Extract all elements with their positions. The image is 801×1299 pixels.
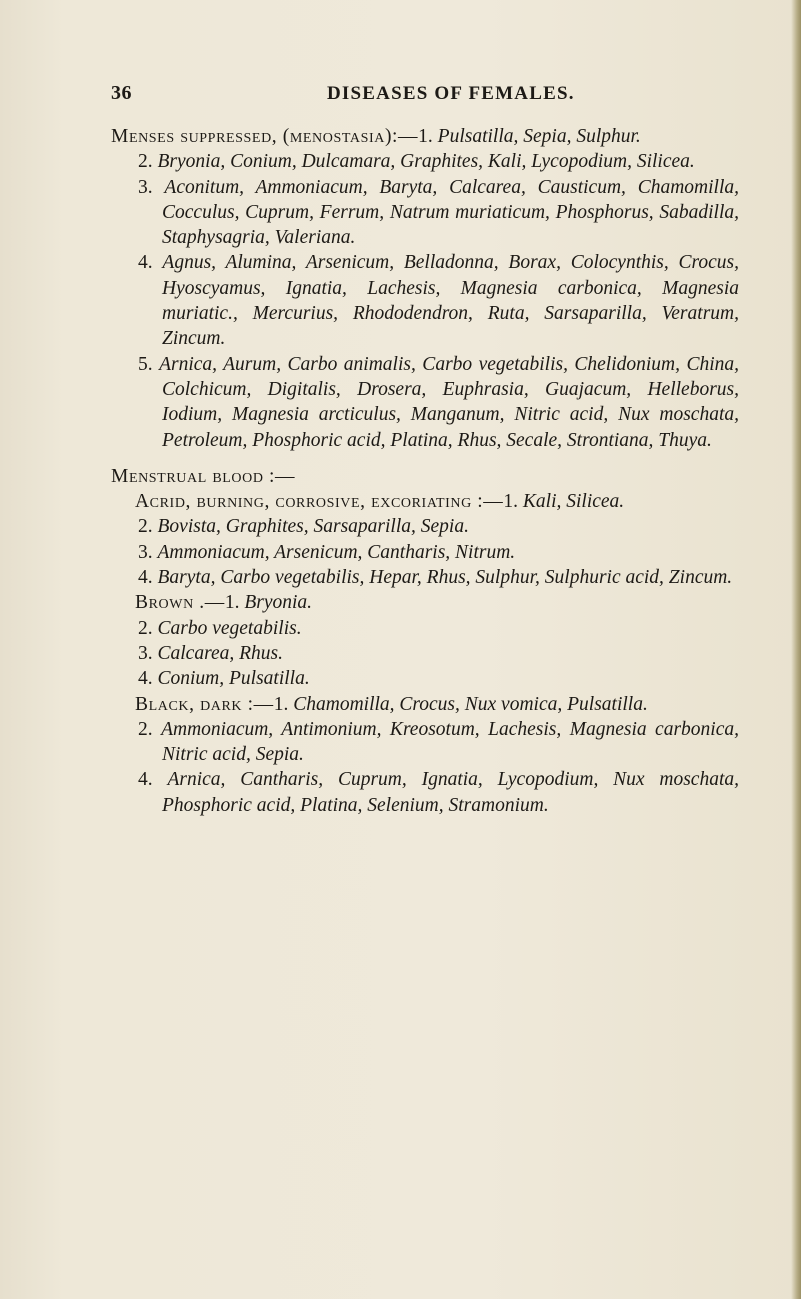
remedy-list: Bryonia, Conium, Dulcamara, Graphites, Kali, Lycopodium, Silicea. (157, 151, 695, 173)
page-header (111, 82, 731, 112)
list-item (111, 250, 739, 351)
item-number: 3. (138, 176, 153, 198)
section-heading: Menstrual blood :— (111, 465, 296, 487)
section-heading: Menses suppressed, (menostasia):— (111, 126, 419, 147)
item-number: 2. (138, 718, 153, 740)
item-number: 3. (138, 642, 153, 664)
item-number: 3. (138, 541, 153, 563)
remedy-list: Baryta, Carbo vegetabilis, Hepar, Rhus, Sulphur, Sulphuric acid, Zincum. (157, 567, 733, 589)
subsection-label: Acrid, burning, corrosive, excoriating :— (135, 491, 504, 513)
item-number: 5. (138, 353, 153, 375)
list-item (111, 717, 739, 768)
list-item (111, 514, 739, 539)
subsection-brown (111, 590, 739, 615)
list-item (111, 352, 739, 453)
remedy-list: Chamomilla, Crocus, Nux vomica, Pulsatilla. (293, 693, 648, 715)
item-number: 4. (138, 769, 153, 791)
item-number: 4. (138, 567, 153, 589)
running-head: DISEASES OF FEMALES. (327, 83, 575, 104)
list-item (111, 565, 739, 590)
list-item (111, 666, 739, 691)
list-item (111, 767, 739, 818)
item-number: 1. (503, 491, 519, 513)
entry-menstrual-blood (111, 464, 739, 489)
item-number: 4. (138, 252, 153, 274)
subsection-acrid (111, 489, 739, 514)
remedy-list: Arnica, Cantharis, Cuprum, Ignatia, Lycopodium, Nux moschata, Phosphoric acid, Platina, Selenium, Stramonium. (162, 769, 739, 816)
item-number: 1. (418, 126, 433, 147)
remedy-list: Pulsatilla, Sepia, Sulphur. (437, 126, 641, 147)
list-item (111, 616, 739, 641)
remedy-list: Bryonia. (244, 592, 313, 614)
item-number: 1. (273, 693, 289, 715)
remedy-list: Conium, Pulsatilla. (157, 668, 310, 690)
remedy-list: Carbo vegetabilis. (157, 617, 302, 639)
item-number: 4. (138, 668, 153, 690)
remedy-list: Kali, Silicea. (522, 491, 625, 513)
subsection-label: Brown .— (135, 592, 225, 614)
subsection-black-dark (111, 692, 739, 717)
remedy-list: Ammoniacum, Antimonium, Kreosotum, Lachesis, Magnesia carbonica, Nitric acid, Sepia. (161, 718, 739, 766)
remedy-list: Aconitum, Ammoniacum, Baryta, Calcarea, Causticum, Chamomilla, Cocculus, Cuprum, Ferrum, Natrum muriaticum, Phosphorus, Sabadilla, Staphysagria, Valeriana. (162, 176, 739, 249)
item-number: 2. (138, 516, 153, 538)
remedy-list: Agnus, Alumina, Arsenicum, Belladonna, Borax, Colocynthis, Crocus, Hyoscyamus, Ignatia, Lachesis, Magnesia carbonica, Magnesia muriatic., Mercurius, Rhododendron, Ruta, Sarsaparilla, Veratrum, Zincum. (162, 252, 740, 350)
item-number: 2. (138, 617, 153, 639)
list-item (111, 641, 739, 666)
remedy-list: Calcarea, Rhus. (157, 642, 283, 664)
subsection-label: Black, dark :— (135, 693, 274, 715)
page-content (111, 124, 739, 818)
list-item (111, 149, 739, 174)
list-item (111, 175, 739, 251)
page-number: 36 (111, 82, 132, 104)
remedy-list: Arnica, Aurum, Carbo animalis, Carbo vegetabilis, Chelidonium, China, Colchicum, Digitalis, Drosera, Euphrasia, Guajacum, Helleborus, Iodium, Magnesia arcticulus, Manganum, Nitric acid, Nux moschata, Petroleum, Phosphoric acid, Platina, Rhus, Secale, Strontiana, Thuya. (159, 353, 740, 451)
item-number: 2. (138, 151, 153, 173)
remedy-list: Bovista, Graphites, Sarsaparilla, Sepia. (157, 516, 469, 538)
list-item (111, 540, 739, 565)
item-number: 1. (224, 592, 240, 614)
remedy-list: Ammoniacum, Arsenicum, Cantharis, Nitrum. (157, 541, 516, 563)
page-edge (791, 0, 801, 1299)
entry-menses-suppressed (111, 124, 739, 149)
